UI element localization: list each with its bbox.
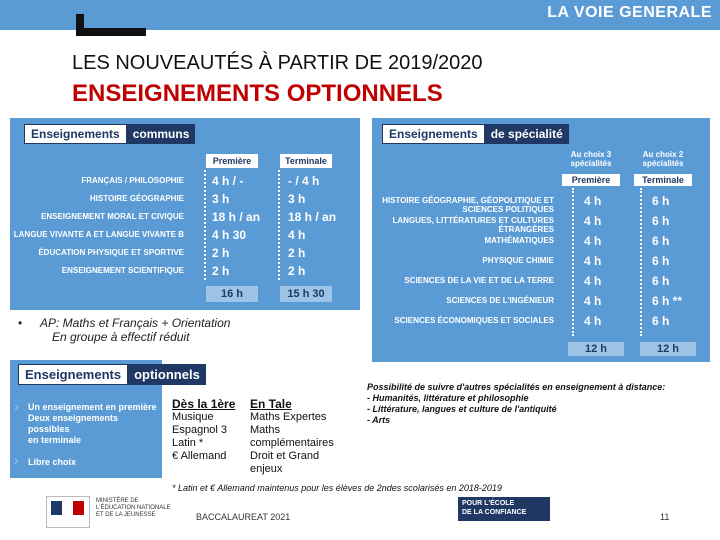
possibilite-text <box>367 382 687 426</box>
row-label: SCIENCES ÉCONOMIQUES ET SOCIALES <box>394 316 554 325</box>
option-item: Droit et Grand <box>250 450 320 462</box>
row-label: HISTOIRE GÉOGRAPHIE, GÉOPOLITIQUE ET SCIENCES POLITIQUES <box>382 196 554 214</box>
row-label: ENSEIGNEMENT MORAL ET CIVIQUE <box>41 212 184 221</box>
cell-terminale: 6 h <box>652 254 670 268</box>
option-item: complémentaires <box>250 437 334 449</box>
footnote: * Latin et € Allemand maintenus pour les élèves de 2ndes scolarisés en 2018-2019 <box>172 483 502 493</box>
option-item: Latin * <box>172 437 204 449</box>
cell-premiere: 4 h <box>584 254 602 268</box>
communs-total-premiere: 16 h <box>206 286 258 302</box>
des1-column <box>172 398 235 463</box>
cell-premiere: 18 h / an <box>212 210 261 224</box>
specialite-col-terminale: Terminale <box>634 174 692 186</box>
republique-logo-icon <box>46 496 90 528</box>
ap-text <box>40 316 230 344</box>
possibilite-line: - Humanités, littérature et philosophie <box>367 393 529 403</box>
specialite-divider <box>572 188 574 336</box>
cell-terminale: 4 h <box>288 228 306 242</box>
specialite-col-premiere: Première <box>562 174 620 186</box>
possibilite-line: - Littérature, langues et culture de l'antiquité <box>367 404 557 414</box>
cell-premiere: 4 h / - <box>212 174 244 188</box>
ap-line2: En groupe à effectif réduit <box>52 330 190 344</box>
row-label: SCIENCES DE LA VIE ET DE LA TERRE <box>404 276 554 285</box>
tale-heading: En Tale <box>250 397 292 411</box>
des1-heading: Dès la 1ère <box>172 397 236 411</box>
row-label: LANGUE VIVANTE A ET LANGUE VIVANTE B <box>13 230 184 239</box>
cell-premiere: 2 h <box>212 264 230 278</box>
cell-terminale: 6 h ** <box>652 294 683 308</box>
tale-list <box>250 411 334 476</box>
communs-tag: communs <box>127 124 196 144</box>
cell-terminale: 3 h <box>288 192 306 206</box>
cell-terminale: 6 h <box>652 194 670 208</box>
cell-terminale: - / 4 h <box>288 174 320 188</box>
cell-terminale: 2 h <box>288 246 306 260</box>
optionnels-item1-line: Un enseignement en première <box>28 402 157 412</box>
cell-premiere: 4 h <box>584 194 602 208</box>
marianne-icon <box>47 497 89 527</box>
row-label: PHYSIQUE CHIMIE <box>482 256 554 265</box>
communs-col-terminale: Terminale <box>280 154 332 168</box>
ap-bullet: • <box>18 316 23 330</box>
corner-mark-h <box>76 28 146 36</box>
section-label: LA VOIE GENERALE <box>547 4 712 21</box>
optionnels-header <box>18 364 206 385</box>
row-label: FRANÇAIS / PHILOSOPHIE <box>81 176 184 185</box>
option-item: Maths Expertes <box>250 411 327 423</box>
optionnels-tag: optionnels <box>128 364 206 385</box>
cell-premiere: 4 h <box>584 294 602 308</box>
cell-terminale: 2 h <box>288 264 306 278</box>
communs-label: Enseignements <box>24 124 127 144</box>
tale-column <box>250 398 334 476</box>
cell-premiere: 2 h <box>212 246 230 260</box>
option-item: Musique <box>172 411 214 423</box>
optionnels-item1-line: Deux enseignements possibles <box>28 413 119 434</box>
cell-terminale: 18 h / an <box>288 210 337 224</box>
cell-premiere: 4 h 30 <box>212 228 247 242</box>
optionnels-item2: Libre choix <box>28 457 77 467</box>
confiance-line: POUR L'ÉCOLE <box>462 500 515 507</box>
possibilite-line: - Arts <box>367 415 391 425</box>
possibilite-line: Possibilité de suivre d'autres spécialités en enseignement à distance: <box>367 382 666 392</box>
ap-line1: AP: Maths et Français + Orientation <box>40 316 231 330</box>
cell-terminale: 6 h <box>652 214 670 228</box>
cell-premiere: 4 h <box>584 274 602 288</box>
optionnels-item1-line: en terminale <box>28 435 82 445</box>
specialite-label: Enseignements <box>382 124 485 144</box>
option-item: Espagnol 3 <box>172 424 228 436</box>
chevron-right-icon: › <box>14 398 19 414</box>
specialite-divider <box>640 188 642 336</box>
optionnels-item1 <box>28 402 162 446</box>
specialite-header <box>382 124 569 144</box>
communs-header <box>24 124 195 144</box>
cell-premiere: 4 h <box>584 314 602 328</box>
page-number: 11 <box>660 512 670 522</box>
row-label: ÉDUCATION PHYSIQUE ET SPORTIVE <box>38 248 184 257</box>
row-label: MATHÉMATIQUES <box>484 236 554 245</box>
baccalaureat-label: BACCALAUREAT 2021 <box>196 512 291 522</box>
optionnels-label: Enseignements <box>18 364 128 385</box>
communs-panel <box>10 118 360 310</box>
option-item: € Allemand <box>172 450 227 462</box>
communs-total-terminale: 15 h 30 <box>280 286 332 302</box>
confiance-line: DE LA CONFIANCE <box>462 509 527 516</box>
cell-premiere: 4 h <box>584 214 602 228</box>
communs-divider <box>204 170 206 280</box>
cell-terminale: 6 h <box>652 234 670 248</box>
communs-divider <box>278 170 280 280</box>
option-item: enjeux <box>250 463 283 475</box>
confiance-logo <box>458 497 550 521</box>
slide-title: LES NOUVEAUTÉS À PARTIR DE 2019/2020 <box>72 52 483 74</box>
chevron-right-icon: › <box>14 452 19 468</box>
option-item: Maths <box>250 424 280 436</box>
row-label: SCIENCES DE L'INGÉNIEUR <box>446 296 554 305</box>
specialite-panel <box>372 118 710 362</box>
cell-premiere: 4 h <box>584 234 602 248</box>
ministere-label: MINISTÈRE DE L'ÉDUCATION NATIONALE ET DE LA JEUNESSE <box>96 498 171 518</box>
specialite-note-premiere: Au choix 3 spécialités <box>570 150 612 168</box>
specialite-note-terminale: Au choix 2 spécialités <box>642 150 684 168</box>
specialite-total-premiere: 12 h <box>568 342 624 356</box>
slide-subtitle: ENSEIGNEMENTS OPTIONNELS <box>72 80 443 107</box>
row-label: HISTOIRE GÉOGRAPHIE <box>89 194 184 203</box>
row-label: LANGUES, LITTÉRATURES ET CULTURES ÉTRANGÈRES <box>392 216 554 234</box>
cell-premiere: 3 h <box>212 192 230 206</box>
des1-list <box>172 411 235 463</box>
specialite-total-terminale: 12 h <box>640 342 696 356</box>
communs-col-premiere: Première <box>206 154 258 168</box>
cell-terminale: 6 h <box>652 274 670 288</box>
row-label: ENSEIGNEMENT SCIENTIFIQUE <box>61 266 184 275</box>
cell-terminale: 6 h <box>652 314 670 328</box>
specialite-tag: de spécialité <box>485 124 569 144</box>
